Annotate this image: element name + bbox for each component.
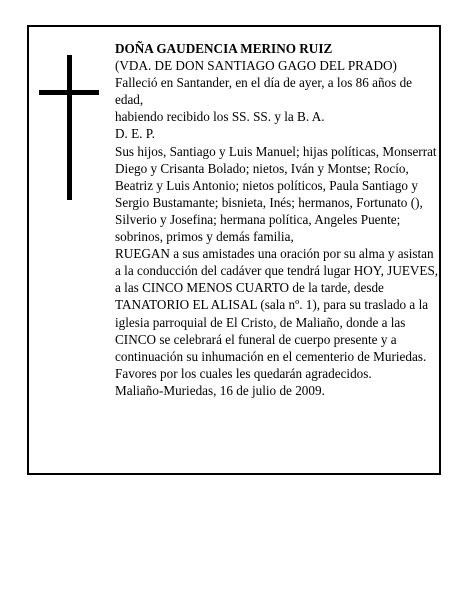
death-statement: Falleció en Santander, en el día de ayer, a los 86 años de edad, [115, 75, 413, 108]
cross-icon [39, 55, 99, 200]
obituary-text [115, 40, 439, 399]
deceased-name: DOÑA GAUDENCIA MERINO RUIZ [115, 41, 333, 56]
funeral-request: RUEGAN a sus amistades una oración por su alma y asistan a la conducción del cadáver que tendrá lugar HOY, JUEVES, a las CINCO MENOS CUARTO de la tarde, desde TANATORIO EL ALISAL (sala nº. 1), para su traslado a la iglesia parroquial de El Cristo, de Maliaño, donde a las CINCO se celebrará el funeral de cuerpo presente y a continuación su inhumación en el cementerio de Muriedas. Favores por los cuales les quedarán agradecidos. [115, 246, 439, 381]
obituary-notice [27, 25, 441, 475]
rip-line: D. E. P. [115, 126, 155, 142]
place-date: Maliaño-Muriedas, 16 de julio de 2009. [115, 382, 325, 398]
family-list: Sus hijos, Santiago y Luis Manuel; hijas políticas, Monserrat Diego y Crisanta Bolado; nietos, Iván y Montse; Rocío, Beatriz y Luis Antonio; nietos políticos, Paula Santiago y Sergio Bustamante; bisnieta, Inés; hermanos, Fortunato (), Silverio y Josefina; hermana política, Angeles Puente; sobrinos, primos y demás familia, [115, 143, 437, 245]
sacraments-line: habiendo recibido los SS. SS. y la B. A. [115, 109, 325, 125]
widow-of: (VDA. DE DON SANTIAGO GAGO DEL PRADO) [115, 58, 397, 74]
